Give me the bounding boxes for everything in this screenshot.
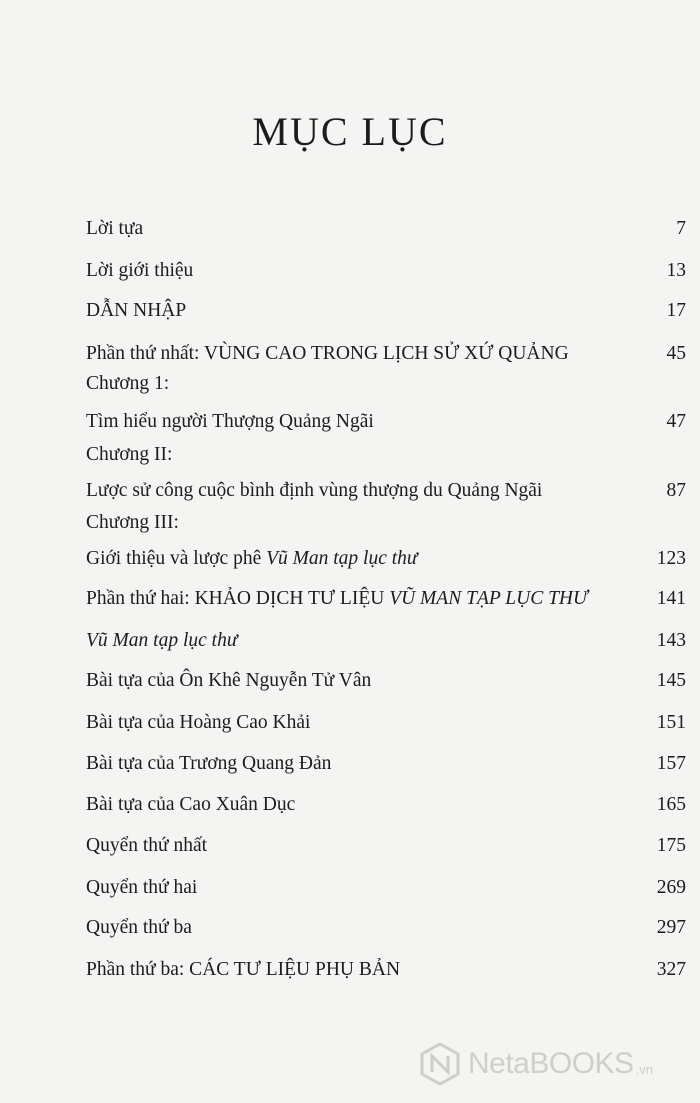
page-title: MỤC LỤC	[252, 109, 448, 154]
toc-entry-label: Quyển thứ nhất	[86, 835, 208, 856]
toc-entry-page: 13	[666, 260, 686, 281]
toc-entry	[86, 706, 686, 734]
toc-entry-label: Quyển thứ hai	[86, 877, 198, 898]
toc-entry	[86, 871, 686, 899]
toc-entry-label: Bài tựa của Trương Quang Đản	[86, 753, 332, 774]
watermark-brand: NetaBOOKS	[468, 1047, 634, 1080]
toc-entry-label: Bài tựa của Cao Xuân Dục	[86, 794, 296, 815]
toc-entry-page: 327	[656, 959, 686, 980]
toc-entry-page: 87	[666, 480, 686, 501]
toc-entry-page: 151	[656, 712, 686, 733]
toc-entry-label: Bài tựa của Ôn Khê Nguyễn Tử Vân	[86, 670, 372, 691]
toc-entry	[86, 294, 686, 322]
toc-entry-label: Lược sử công cuộc bình định vùng thượng du Quảng Ngãi	[86, 480, 543, 501]
toc-entry	[86, 747, 686, 775]
toc-entry	[86, 624, 686, 652]
toc-entry-label: Giới thiệu và lược phê Vũ Man tạp lục thư	[86, 548, 418, 569]
toc-chapter-heading: Chương 1:	[86, 373, 170, 394]
toc-entry-label: Phần thứ hai: KHẢO DỊCH TƯ LIỆU VŨ MAN TẠP LỤC THƯ	[86, 588, 588, 609]
toc-entry	[86, 911, 686, 939]
toc-entry-label: Lời tựa	[86, 218, 144, 239]
toc-entry	[86, 373, 686, 433]
toc-entry-label: Tìm hiểu người Thượng Quảng Ngãi	[86, 411, 374, 432]
toc-entry-label: Vũ Man tạp lục thư	[86, 630, 238, 651]
toc-entry-page: 123	[656, 548, 686, 569]
toc-chapter-heading: Chương III:	[86, 512, 179, 533]
toc-entry-page: 165	[656, 794, 686, 815]
toc-entry	[86, 444, 686, 502]
toc-entry	[86, 788, 686, 816]
toc-entry-page: 141	[656, 588, 686, 609]
toc-entry	[86, 953, 686, 981]
toc-entry-page: 17	[666, 300, 686, 321]
toc-entry-page: 297	[656, 917, 686, 938]
toc-entry-page: 269	[656, 877, 686, 898]
toc-entry-page: 175	[656, 835, 686, 856]
toc-entry-page: 157	[656, 753, 686, 774]
toc-entry-label: Phần thứ nhất: VÙNG CAO TRONG LỊCH SỬ XỨ QUẢNG	[86, 343, 569, 364]
toc-entry-label: Quyển thứ ba	[86, 917, 192, 938]
toc-entry-label: DẪN NHẬP	[86, 300, 187, 321]
toc-entry-page: 145	[656, 670, 686, 691]
toc-chapter-heading: Chương II:	[86, 444, 173, 465]
watermark-suffix: .vn	[635, 1061, 653, 1077]
toc-entry	[86, 512, 686, 570]
toc-entry	[86, 254, 686, 282]
toc-entry-page: 143	[656, 630, 686, 651]
toc-entry-label: Phần thứ ba: CÁC TƯ LIỆU PHỤ BẢN	[86, 959, 401, 980]
toc-entry-page: 45	[666, 343, 686, 364]
toc-entry	[86, 829, 686, 857]
toc-entry	[86, 664, 686, 692]
toc-entry-page: 47	[666, 411, 686, 432]
netabooks-logo-icon	[418, 1042, 462, 1086]
toc-entry-page: 7	[676, 218, 686, 239]
toc-entry	[86, 212, 686, 240]
netabooks-watermark	[418, 1038, 693, 1090]
toc-entry-label: Lời giới thiệu	[86, 260, 194, 281]
toc-entry-label: Bài tựa của Hoàng Cao Khải	[86, 712, 311, 733]
toc-entry	[86, 337, 686, 365]
toc-entry	[86, 582, 686, 610]
